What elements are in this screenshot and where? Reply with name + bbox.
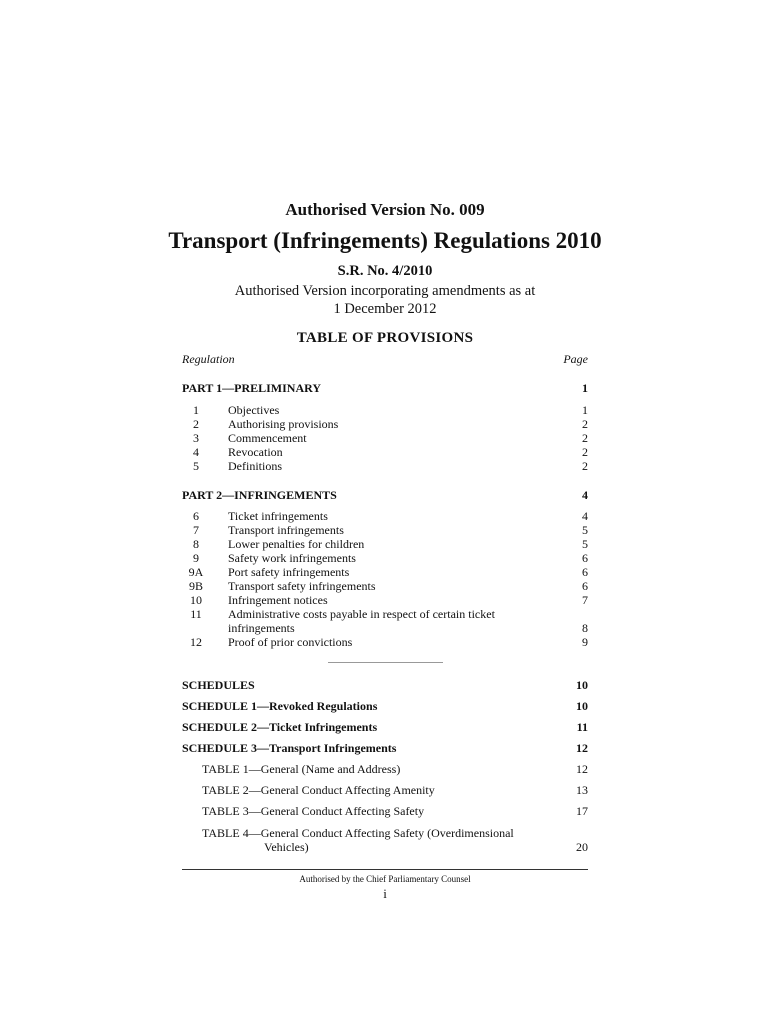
sr-number: S.R. No. 4/2010 <box>337 263 433 279</box>
footer-authority: Authorised by the Chief Parliamentary Counsel <box>299 874 471 884</box>
regulation-number: 9B <box>188 579 203 593</box>
part-heading-page: 4 <box>582 488 588 502</box>
regulation-number: 7 <box>193 523 199 537</box>
authorised-statement: Authorised Version incorporating amendments as at <box>234 283 536 299</box>
regulation-page: 2 <box>582 431 588 445</box>
regulation-title: Administrative costs payable in respect of certain ticket infringements <box>228 607 495 635</box>
part-2-heading <box>182 488 588 503</box>
table-label: TABLE 4—General Conduct Affecting Safety (Overdimensional <box>202 826 514 840</box>
schedule-heading <box>182 678 588 693</box>
regulation-number: 10 <box>190 593 202 607</box>
schedule-heading <box>182 741 588 756</box>
regulation-title: Proof of prior convictions <box>228 635 353 649</box>
authorised-date: 1 December 2012 <box>333 301 437 317</box>
regulation-title: Transport infringements <box>228 523 344 537</box>
regulation-number: 8 <box>193 537 199 551</box>
regulation-title: Safety work infringements <box>228 551 356 565</box>
table-label: TABLE 1—General (Name and Address) <box>202 762 401 776</box>
table-label: TABLE 2—General Conduct Affecting Amenity <box>202 783 435 797</box>
regulation-page: 9 <box>582 635 588 649</box>
column-header-page: Page <box>563 352 588 366</box>
schedule-label: SCHEDULE 2—Ticket Infringements <box>182 720 378 734</box>
regulation-page: 4 <box>582 509 588 523</box>
regulation-title: Transport safety infringements <box>228 579 376 593</box>
regulation-page: 2 <box>582 459 588 473</box>
toc-row <box>182 607 588 635</box>
schedule-heading <box>182 699 588 714</box>
regulation-page: 5 <box>582 523 588 537</box>
authorised-version: Authorised Version No. 009 <box>285 200 485 219</box>
regulation-page: 2 <box>582 445 588 459</box>
part-heading-label: PART 1—PRELIMINARY <box>182 381 322 395</box>
regulation-title: Lower penalties for children <box>228 537 365 551</box>
table-page: 17 <box>576 804 588 818</box>
regulation-number: 9A <box>188 565 204 579</box>
regulation-page: 6 <box>582 579 588 593</box>
regulation-title: Commencement <box>228 431 307 445</box>
regulation-title: Ticket infringements <box>228 509 328 523</box>
regulation-page: 6 <box>582 551 588 565</box>
table-entry <box>202 826 588 854</box>
regulation-page: 1 <box>582 403 588 417</box>
section-divider <box>328 662 443 663</box>
schedule-page: 10 <box>576 699 588 713</box>
regulation-title: Infringement notices <box>228 593 328 607</box>
schedule-label: SCHEDULE 1—Revoked Regulations <box>182 699 378 713</box>
regulation-page: 8 <box>582 621 588 635</box>
regulation-page: 5 <box>582 537 588 551</box>
schedule-page: 12 <box>576 741 588 755</box>
toc-heading: TABLE OF PROVISIONS <box>296 330 474 346</box>
regulation-title: Definitions <box>228 459 282 473</box>
regulation-number: 9 <box>193 551 199 565</box>
table-label-continued: Vehicles) <box>264 840 309 854</box>
regulation-page: 2 <box>582 417 588 431</box>
regulation-number: 5 <box>193 459 199 473</box>
footer-divider <box>182 869 588 870</box>
table-page: 13 <box>576 783 588 797</box>
regulation-title: Port safety infringements <box>228 565 350 579</box>
regulation-title: Authorising provisions <box>228 417 339 431</box>
schedule-page: 10 <box>576 678 588 692</box>
page-number: i <box>383 886 387 901</box>
regulation-number: 11 <box>190 607 202 621</box>
regulation-number: 4 <box>193 445 199 459</box>
regulation-title: Revocation <box>228 445 283 459</box>
regulation-number: 1 <box>193 403 199 417</box>
part-heading-label: PART 2—INFRINGEMENTS <box>182 488 337 502</box>
regulation-page: 7 <box>582 593 588 607</box>
column-header-regulation: Regulation <box>182 352 235 366</box>
regulation-number: 2 <box>193 417 199 431</box>
schedule-page: 11 <box>576 720 588 734</box>
document-title: Transport (Infringements) Regulations 2010 <box>168 228 602 253</box>
schedule-label: SCHEDULES <box>182 678 255 692</box>
table-page: 20 <box>576 840 588 854</box>
schedule-heading <box>182 720 588 735</box>
regulation-number: 12 <box>190 635 202 649</box>
schedule-label: SCHEDULE 3—Transport Infringements <box>182 741 397 755</box>
table-page: 12 <box>576 762 588 776</box>
regulation-page: 6 <box>582 565 588 579</box>
regulation-title: Objectives <box>228 403 280 417</box>
table-label: TABLE 3—General Conduct Affecting Safety <box>202 804 425 818</box>
part-heading-page: 1 <box>582 381 588 395</box>
regulation-number: 6 <box>193 509 199 523</box>
part-1-heading <box>182 381 588 396</box>
regulation-number: 3 <box>193 431 199 445</box>
